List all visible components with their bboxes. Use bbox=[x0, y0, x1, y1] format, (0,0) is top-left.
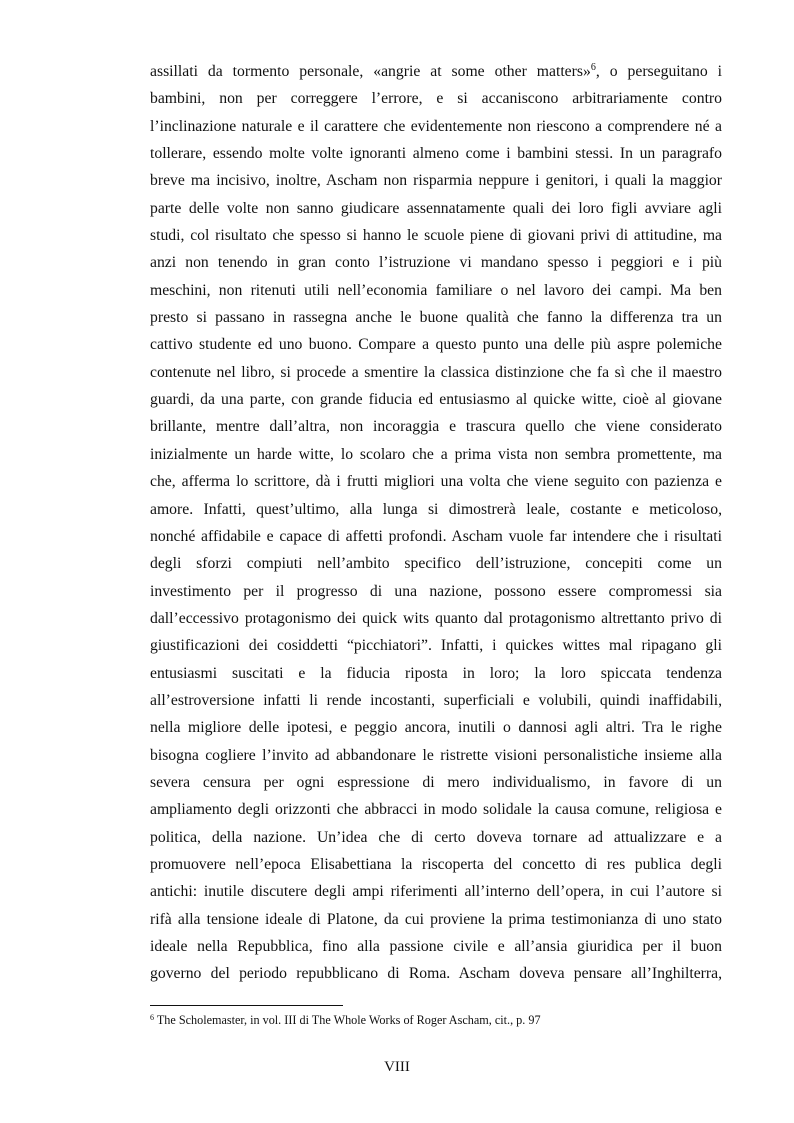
body-line: presto si passano in rassegna anche le buone qualità che fanno la differenza tra un bbox=[150, 309, 722, 327]
body-line: contenute nel libro, si procede a smentire la classica distinzione che fa sì che il maestro bbox=[150, 363, 722, 381]
body-line: brillante, mentre dall’altra, non incoraggia e trascura quello che viene considerato bbox=[150, 418, 722, 436]
body-line: governo del periodo repubblicano di Roma. Ascham doveva pensare all’Inghilterra, bbox=[150, 965, 722, 983]
body-line: anzi non tenendo in gran conto l’istruzione vi mandano spesso i peggiori e i più bbox=[150, 254, 722, 272]
footnote-mark: 6 bbox=[150, 1013, 154, 1022]
footnote-separator bbox=[150, 1005, 343, 1006]
body-line: studi, col risultato che spesso si hanno le scuole piene di giovani privi di attitudine, ma bbox=[150, 227, 722, 245]
body-line: parte delle volte non sanno giudicare assennatamente quali dei loro figli avviare agli bbox=[150, 199, 722, 217]
body-text bbox=[150, 58, 722, 988]
body-line: che, afferma lo scrittore, dà i frutti migliori una volta che viene seguito con pazienza e bbox=[150, 473, 722, 491]
body-line: inizialmente un harde witte, lo scolaro che a prima vista non sembra promettente, ma bbox=[150, 445, 722, 463]
body-line-1-after: , o perseguitano i bbox=[595, 63, 722, 80]
body-line: dall’eccessivo protagonismo dei quick wits quanto dal protagonismo altrettanto privo di bbox=[150, 609, 722, 627]
body-line: bambini, non per correggere l’errore, e si accaniscono arbitrariamente contro bbox=[150, 90, 722, 108]
body-line: amore. Infatti, quest’ultimo, alla lunga si dimostrerà leale, costante e meticoloso, bbox=[150, 500, 722, 518]
body-line: ampliamento degli orizzonti che abbracci in modo solidale la causa comune, religiosa e bbox=[150, 801, 722, 819]
body-line: degli sforzi compiuti nell’ambito specifico dell’istruzione, concepiti come un bbox=[150, 555, 722, 573]
body-line: bisogna cogliere l’invito ad abbandonare le ristrette visioni personalistiche insieme alla bbox=[150, 746, 722, 764]
body-line: politica, della nazione. Un’idea che di certo doveva tornare ad attualizzare e a bbox=[150, 828, 722, 846]
footnote-reference[interactable]: 6 bbox=[590, 62, 596, 73]
body-line: antichi: inutile discutere degli ampi riferimenti all’interno dell’opera, in cui l’autore si bbox=[150, 883, 722, 901]
body-line: breve ma incisivo, inoltre, Ascham non risparmia neppure i genitori, i quali la maggior bbox=[150, 172, 722, 190]
page-number: VIII bbox=[384, 1059, 410, 1075]
body-line: cattivo studente ed uno buono. Compare a questo punto una delle più aspre polemiche bbox=[150, 336, 722, 354]
body-line: nonché affidabile e capace di affetti profondi. Ascham vuole far intendere che i risultati bbox=[150, 527, 722, 545]
body-line: nella migliore delle ipotesi, e peggio ancora, inutili o dannosi agli altri. Tra le righe bbox=[150, 719, 722, 737]
body-line: promuovere nell’epoca Elisabettiana la riscoperta del concetto di res publica degli bbox=[150, 855, 722, 873]
body-line-1 bbox=[150, 58, 722, 85]
body-line-1-text: assillati da tormento personale, «angrie at some other matters» bbox=[150, 63, 591, 80]
footnote-text: The Scholemaster, in vol. III di The Whole Works of Roger Ascham, cit., p. 97 bbox=[154, 1013, 541, 1027]
body-line: rifà alla tensione ideale di Platone, da cui proviene la prima testimonianza di uno stato bbox=[150, 910, 722, 928]
body-line: ideale nella Repubblica, fino alla passione civile e all’ansia giuridica per il buon bbox=[150, 938, 722, 955]
body-line: severa censura per ogni espressione di mero individualismo, in favore di un bbox=[150, 773, 722, 791]
body-line: entusiasmi suscitati e la fiducia riposta in loro; la loro spiccata tendenza bbox=[150, 664, 722, 682]
body-line: investimento per il progresso di una nazione, possono essere compromessi sia bbox=[150, 582, 722, 600]
body-line: all’estroversione infatti li rende incostanti, superficiali e volubili, quindi inaffidabili, bbox=[150, 691, 722, 709]
body-line: giustificazioni dei cosiddetti “picchiatori”. Infatti, i quickes wittes mal ripagano gli bbox=[150, 637, 722, 655]
body-line: meschini, non ritenuti utili nell’economia familiare o nel lavoro dei campi. Ma ben bbox=[150, 281, 722, 299]
body-line: guardi, da una parte, con grande fiducia ed entusiasmo al quicke witte, cioè al giovane bbox=[150, 391, 722, 409]
body-line: tollerare, essendo molte volte ignoranti almeno come i bambini stessi. In un paragrafo bbox=[150, 145, 722, 163]
body-line: l’inclinazione naturale e il carattere che evidentemente non riescono a comprendere né a bbox=[150, 117, 722, 135]
footnote bbox=[150, 1012, 722, 1028]
